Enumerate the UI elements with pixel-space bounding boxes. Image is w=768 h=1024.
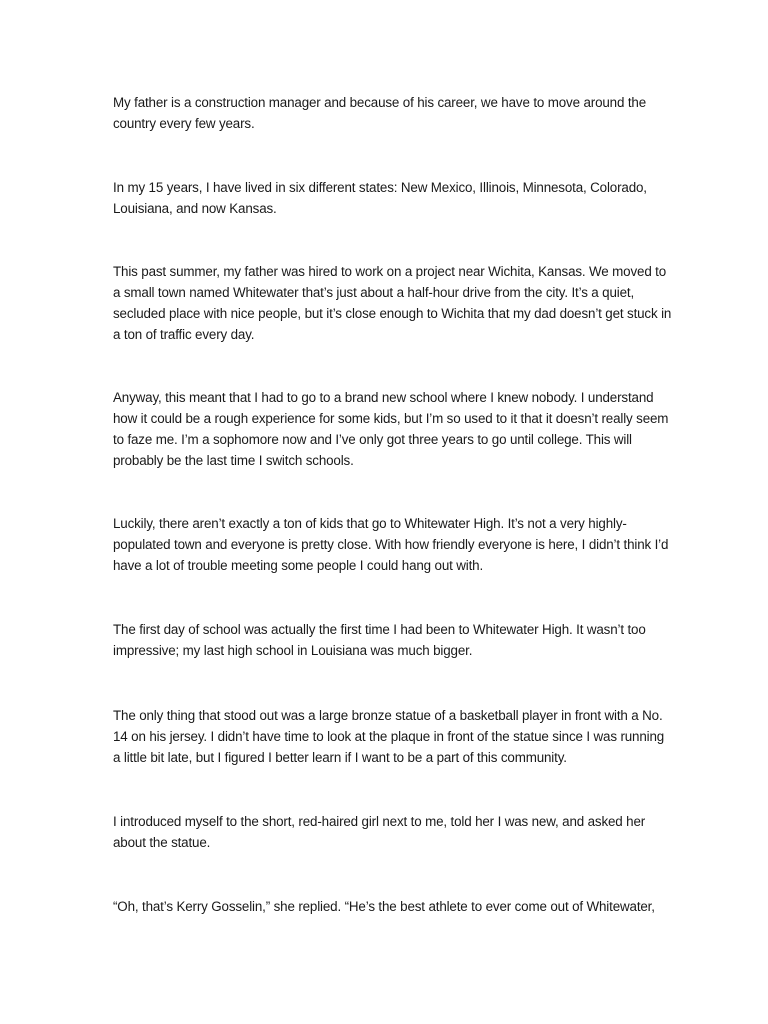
paragraph-3: This past summer, my father was hired to work on a project near Wichita, Kansas. We moved to a small town named Whitewater that’s just about a half-hour drive from the city. It’s a quiet, secluded place with nice people, but it’s close enough to Wichita that my dad doesn’t get stuck in a ton of traffic every day. — [113, 264, 672, 342]
paragraph-9: “Oh, that’s Kerry Gosselin,” she replied. “He’s the best athlete to ever come out of Whitewater, — [113, 899, 655, 914]
paragraph-1: My father is a construction manager and because of his career, we have to move around the country every few years. — [113, 95, 646, 131]
paragraph-4: Anyway, this meant that I had to go to a brand new school where I knew nobody. I understand how it could be a rough experience for some kids, but I’m so used to it that it doesn’t really seem to faze me. I’m a sophomore now and I’ve only got three years to go until college. This will probably be the last time I switch schools. — [113, 390, 669, 468]
paragraph-6: The first day of school was actually the first time I had been to Whitewater High. It wasn’t too impressive; my last high school in Louisiana was much bigger. — [113, 622, 646, 658]
paragraph-7: The only thing that stood out was a large bronze statue of a basketball player in front with a No. 14 on his jersey. I didn’t have time to look at the plaque in front of the statue since I was running a little bit late, but I figured I better learn if I want to be a part of this community. — [113, 708, 665, 765]
paragraph-5: Luckily, there aren’t exactly a ton of kids that go to Whitewater High. It’s not a very highly-populated town and everyone is pretty close. With how friendly everyone is here, I didn’t think I’d have a lot of trouble meeting some people I could hang out with. — [113, 516, 669, 573]
paragraph-2: In my 15 years, I have lived in six different states: New Mexico, Illinois, Minnesota, Colorado, Louisiana, and now Kansas. — [113, 180, 647, 216]
paragraph-8: I introduced myself to the short, red-haired girl next to me, told her I was new, and asked her about the statue. — [113, 814, 646, 850]
